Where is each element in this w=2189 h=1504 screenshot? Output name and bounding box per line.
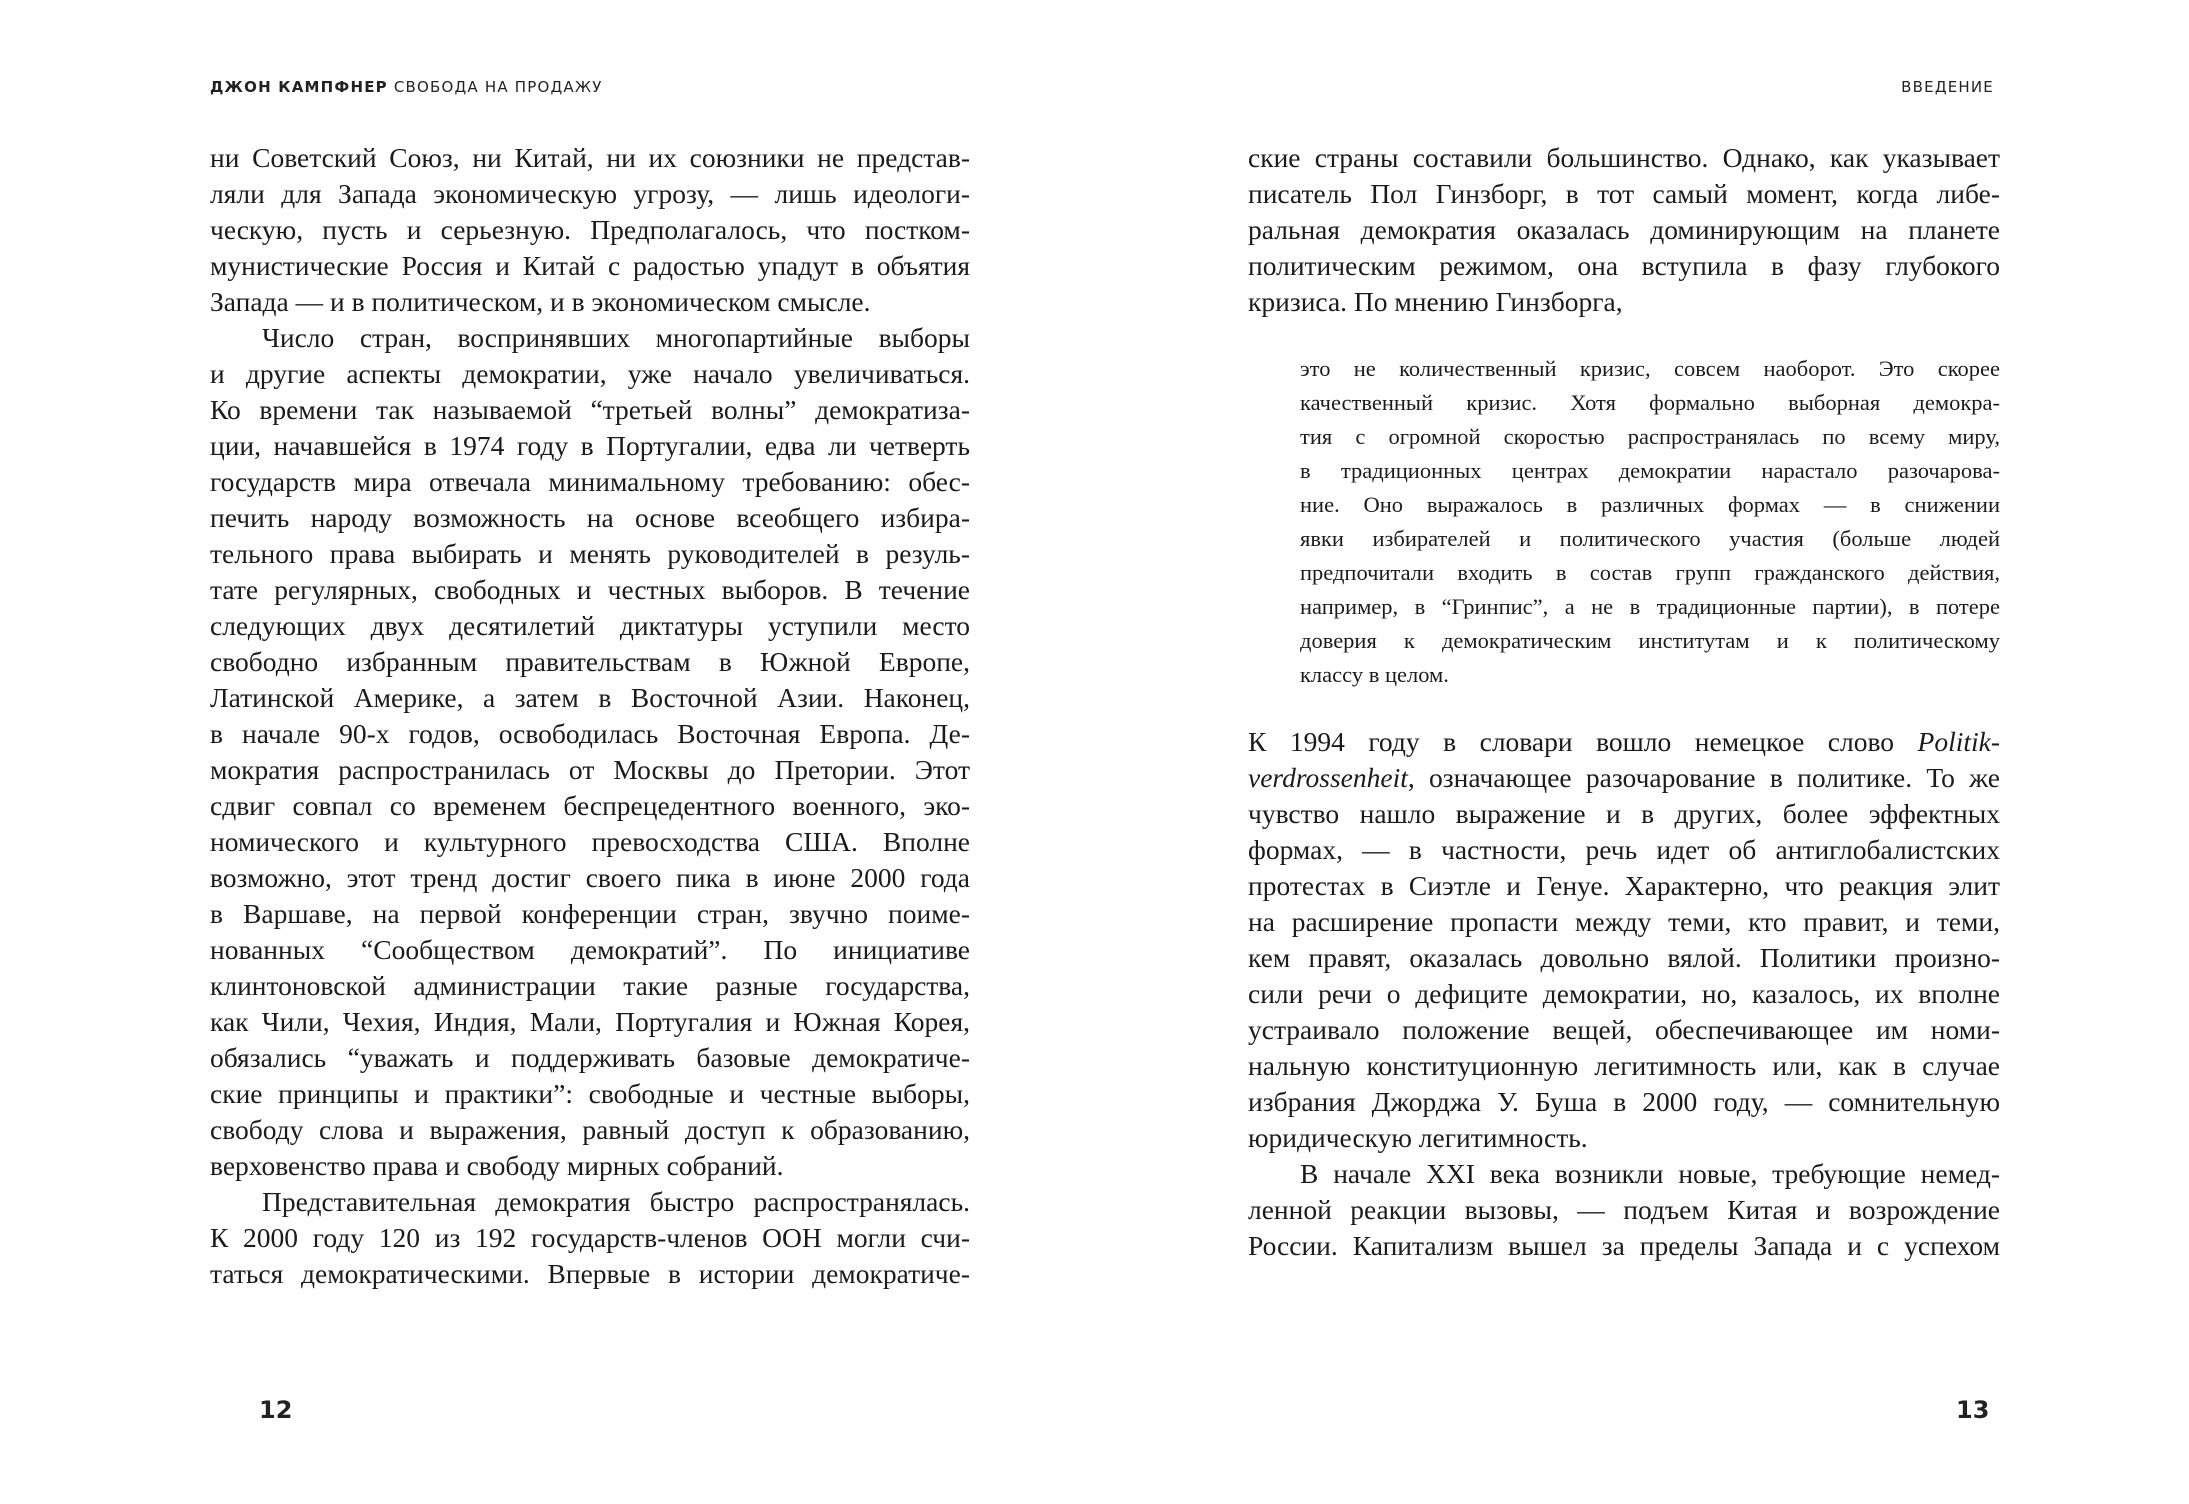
right-text-column <box>1248 140 2000 1264</box>
left-text-column <box>210 140 970 1292</box>
text-line: К 1994 году в словари вошло немецкое слово Politik- <box>1248 726 2000 757</box>
text-line: тия с огромной скоростью распространялась по всему миру, <box>1300 424 2000 449</box>
text-line: например, в “Гринпис”, а не в традиционные партии), в потере <box>1300 594 2000 619</box>
text-line: verdrossenheit, означающее разочарование в политике. То же <box>1248 762 2000 793</box>
text-line: формах, — в частности, речь идет об антиглобалистских <box>1248 834 2000 865</box>
text-line: устраивало положение вещей, обеспечивающее им номи- <box>1248 1014 2000 1045</box>
text-line: Запада — и в политическом, и в экономическом смысле. <box>210 286 871 317</box>
text-line: доверия к демократическим институтам и к политическому <box>1300 628 2000 653</box>
running-head-book-title: СВОБОДА НА ПРОДАЖУ <box>393 78 603 96</box>
text-line: свободно избранным правительствам в Южной Европе, <box>210 646 970 677</box>
paragraph-after-quote <box>1248 724 2000 1264</box>
text-line: политическим режимом, она вступила в фазу глубокого <box>1248 250 2000 281</box>
text-line: в начале 90-х годов, освободилась Восточная Европа. Де- <box>210 718 970 749</box>
text-line: Латинской Америке, а затем в Восточной Азии. Наконец, <box>210 682 970 713</box>
text-line: это не количественный кризис, совсем наоборот. Это скорее <box>1300 356 2000 381</box>
text-line: клинтоновской администрации такие разные государства, <box>210 970 970 1001</box>
text-line: К 2000 году 120 из 192 государств-членов ООН могли счи- <box>210 1222 970 1253</box>
text-line: кем правят, оказалась довольно вялой. Политики произно- <box>1248 942 2000 973</box>
text-line: России. Капитализм вышел за пределы Запада и с успехом <box>1248 1230 2000 1261</box>
text-line: нальную конституционную легитимность или, как в случае <box>1248 1050 2000 1081</box>
text-line: в Варшаве, на первой конференции стран, звучно поиме- <box>210 898 970 929</box>
text-line: следующих двух десятилетий диктатуры уступили место <box>210 610 970 641</box>
text-line: мократия распространилась от Москвы до Претории. Этот <box>210 754 970 785</box>
text-line: верховенство права и свободу мирных собраний. <box>210 1150 784 1181</box>
text-line: качественный кризис. Хотя формально выборная демокра- <box>1300 390 2000 415</box>
text-line: избрания Джорджа У. Буша в 2000 году, — сомнительную <box>1248 1086 2000 1117</box>
text-line: Ко времени так называемой “третьей волны” демократиза- <box>210 394 970 425</box>
text-line: как Чили, Чехия, Индия, Мали, Португалия и Южная Корея, <box>210 1006 970 1037</box>
text-line: ские страны составили большинство. Однако, как указывает <box>1248 142 2000 173</box>
page-number-left: 12 <box>259 1396 293 1424</box>
text-line: сили речи о дефиците демократии, но, казалось, их вполне <box>1248 978 2000 1009</box>
text-line: юридическую легитимность. <box>1248 1122 1588 1153</box>
text-line: кризиса. По мнению Гинзборга, <box>1248 286 1623 317</box>
text-line: явки избирателей и политического участия (больше людей <box>1300 526 2000 551</box>
text-line: тельного права выбирать и менять руководителей в резуль- <box>210 538 970 569</box>
text-line: чувство нашло выражение и в других, более эффектных <box>1248 798 2000 829</box>
left-page <box>0 0 1094 1504</box>
text-line: таться демократическими. Впервые в истории демократиче- <box>210 1258 970 1289</box>
text-line: номического и культурного превосходства США. Вполне <box>210 826 970 857</box>
text-line: ляли для Запада экономическую угрозу, — лишь идеологи- <box>210 178 970 209</box>
text-line: писатель Пол Гинзборг, в тот самый момент, когда либе- <box>1248 178 2000 209</box>
italic-term: verdrossenheit <box>1248 762 1408 793</box>
page-number-right: 13 <box>1956 1396 1990 1424</box>
text-line: тате регулярных, свободных и честных выборов. В течение <box>210 574 970 605</box>
running-head-author: ДЖОН КАМПФНЕР <box>210 78 388 96</box>
right-page <box>1094 0 2189 1504</box>
text-line: мунистические Россия и Китай с радостью упадут в объятия <box>210 250 970 281</box>
text-line: протестах в Сиэтле и Генуе. Характерно, что реакция элит <box>1248 870 2000 901</box>
text-line: возможно, этот тренд достиг своего пика в июне 2000 года <box>210 862 970 893</box>
text-line: сдвиг совпал со временем беспрецедентного военного, эко- <box>210 790 970 821</box>
text-line: на расширение пропасти между теми, кто правит, и теми, <box>1248 906 2000 937</box>
running-head-left <box>210 78 603 96</box>
paragraph-before-quote <box>1248 140 2000 320</box>
text-line: ленной реакции вызовы, — подъем Китая и возрождение <box>1248 1194 2000 1225</box>
text-line: ральная демократия оказалась доминирующим на планете <box>1248 214 2000 245</box>
text-line: предпочитали входить в состав групп гражданского действия, <box>1300 560 2000 585</box>
italic-term: Politik- <box>1917 726 2000 757</box>
text-line: ни Советский Союз, ни Китай, ни их союзники не представ- <box>210 142 970 173</box>
text-line: и другие аспекты демократии, уже начало увеличиваться. <box>210 358 970 389</box>
block-quote <box>1300 352 2000 692</box>
text-line: Число стран, воспринявших многопартийные выборы <box>262 322 970 353</box>
text-line: нованных “Сообществом демократий”. По инициативе <box>210 934 970 965</box>
text-line: В начале XXI века возникли новые, требующие немед- <box>1300 1158 2000 1189</box>
text-line: свободу слова и выражения, равный доступ к образованию, <box>210 1114 970 1145</box>
text-line: печить народу возможность на основе всеобщего избира- <box>210 502 970 533</box>
text-line: ческую, пусть и серьезную. Предполагалось, что постком- <box>210 214 970 245</box>
text-line: ции, начавшейся в 1974 году в Португалии, едва ли четверть <box>210 430 970 461</box>
text-line: классу в целом. <box>1300 662 1449 687</box>
running-head-right: ВВЕДЕНИЕ <box>1901 78 1994 96</box>
text-line: государств мира отвечала минимальному требованию: обес- <box>210 466 970 497</box>
text-line: Представительная демократия быстро распространялась. <box>262 1186 970 1217</box>
text-line: ские принципы и практики”: свободные и честные выборы, <box>210 1078 970 1109</box>
text-line: в традиционных центрах демократии нарастало разочарова- <box>1300 458 2000 483</box>
text-line: ние. Оно выражалось в различных формах — в снижении <box>1300 492 2000 517</box>
text-line: обязались “уважать и поддерживать базовые демократиче- <box>210 1042 970 1073</box>
